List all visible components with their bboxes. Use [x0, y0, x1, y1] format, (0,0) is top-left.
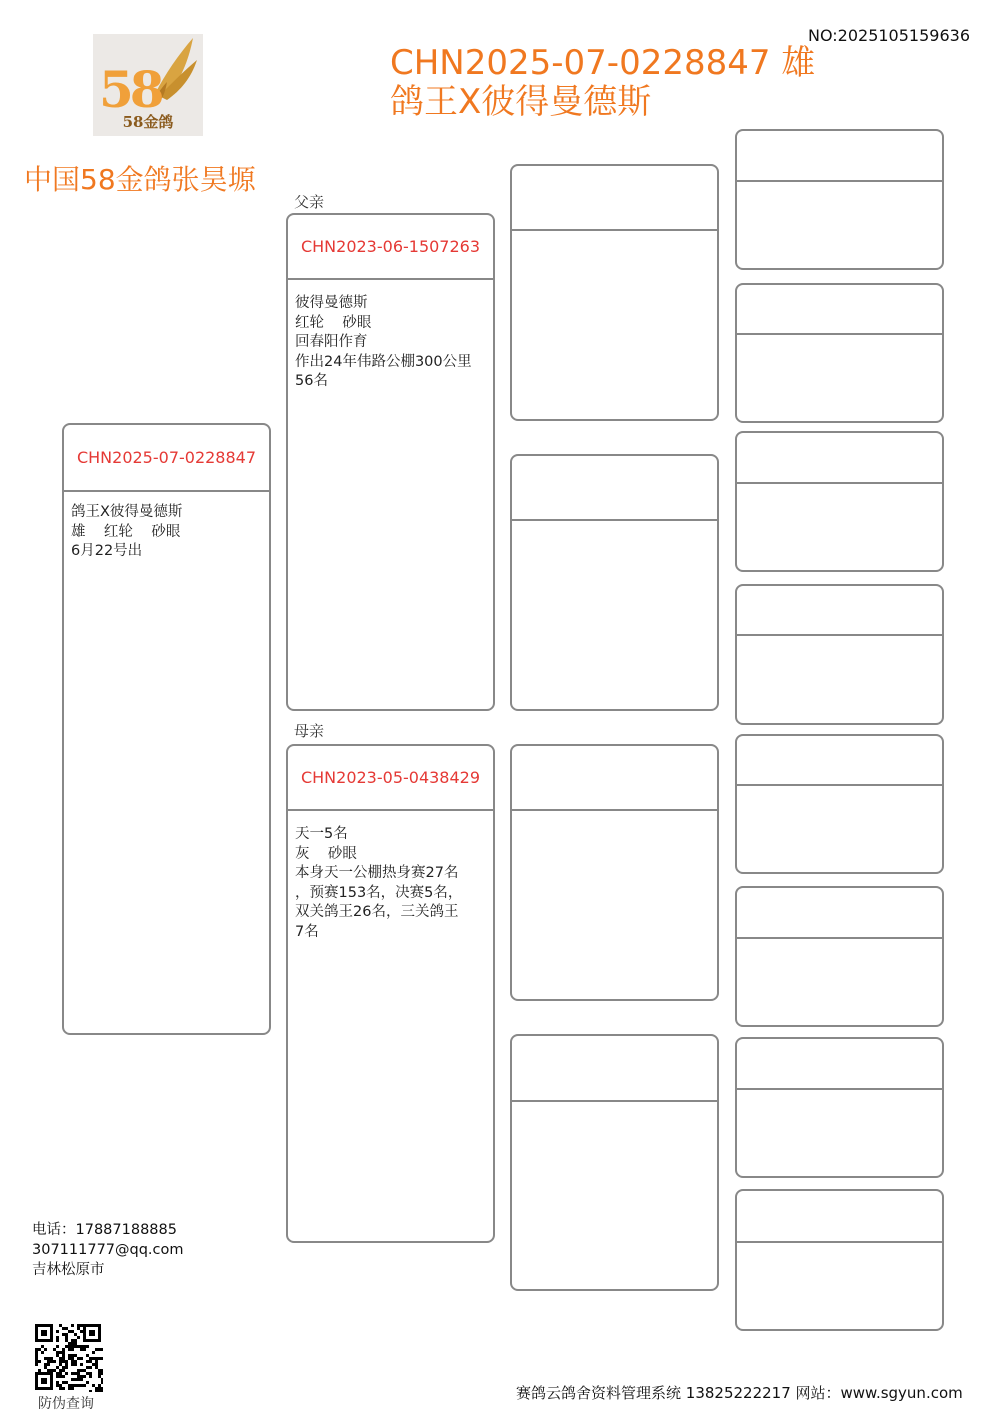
grandparent-card: [510, 454, 719, 711]
great-grandparent-card: [735, 886, 944, 1027]
great-grandparent-card: [735, 431, 944, 572]
sire-card: [286, 213, 495, 711]
title-line-1: CHN2025-07-0228847 雄: [390, 43, 816, 83]
qr-code[interactable]: [33, 1322, 103, 1392]
dam-caption: 母亲: [294, 722, 325, 740]
great-grandparent-card: [735, 1037, 944, 1178]
great-grandparent-card: [735, 584, 944, 725]
qr-code-icon: [33, 1322, 103, 1392]
contact-info: [32, 1220, 184, 1280]
document-number: NO:2025105159636: [807, 26, 970, 45]
grandparent-card: [510, 164, 719, 421]
contact-phone: 电话：17887188885: [32, 1222, 177, 1238]
sire-ring: CHN2023-06-1507263: [288, 215, 493, 280]
logo-numeral: 58: [99, 60, 161, 119]
loft-name: 中国58金鸽张昊塬: [24, 163, 256, 196]
page-title: [390, 44, 815, 122]
dam-card: [286, 744, 495, 1243]
subject-card: [62, 423, 271, 1035]
footer-text: 赛鸽云鸽舍资料管理系统 13825222217 网站：www.sgyun.com: [516, 1384, 963, 1402]
subject-ring: CHN2025-07-0228847: [64, 425, 269, 492]
dam-ring: CHN2023-05-0438429: [288, 746, 493, 811]
logo: [93, 34, 203, 136]
great-grandparent-card: [735, 734, 944, 874]
great-grandparent-card: [735, 1189, 944, 1331]
contact-city: 吉林松原市: [32, 1262, 105, 1278]
sire-caption: 父亲: [294, 193, 325, 211]
subject-details: 鸽王X彼得曼德斯 雄 红轮 砂眼 6月22号出: [71, 504, 183, 559]
qr-label: 防伪查询: [38, 1396, 94, 1412]
title-line-2: 鸽王X彼得曼德斯: [390, 82, 652, 122]
grandparent-card: [510, 744, 719, 1001]
logo-text: 58金鸽: [122, 113, 174, 131]
great-grandparent-card: [735, 283, 944, 423]
sire-details: 彼得曼德斯 红轮 砂眼 回春阳作育 作出24年伟路公棚300公里 56名: [295, 295, 472, 389]
contact-email: 307111777@qq.com: [32, 1242, 184, 1258]
great-grandparent-card: [735, 129, 944, 270]
dam-details: 天一5名 灰 砂眼 本身天一公棚热身赛27名 ，预赛153名，决赛5名， 双关鸽王26名，三关鸽王 7名: [295, 826, 463, 940]
grandparent-card: [510, 1034, 719, 1291]
